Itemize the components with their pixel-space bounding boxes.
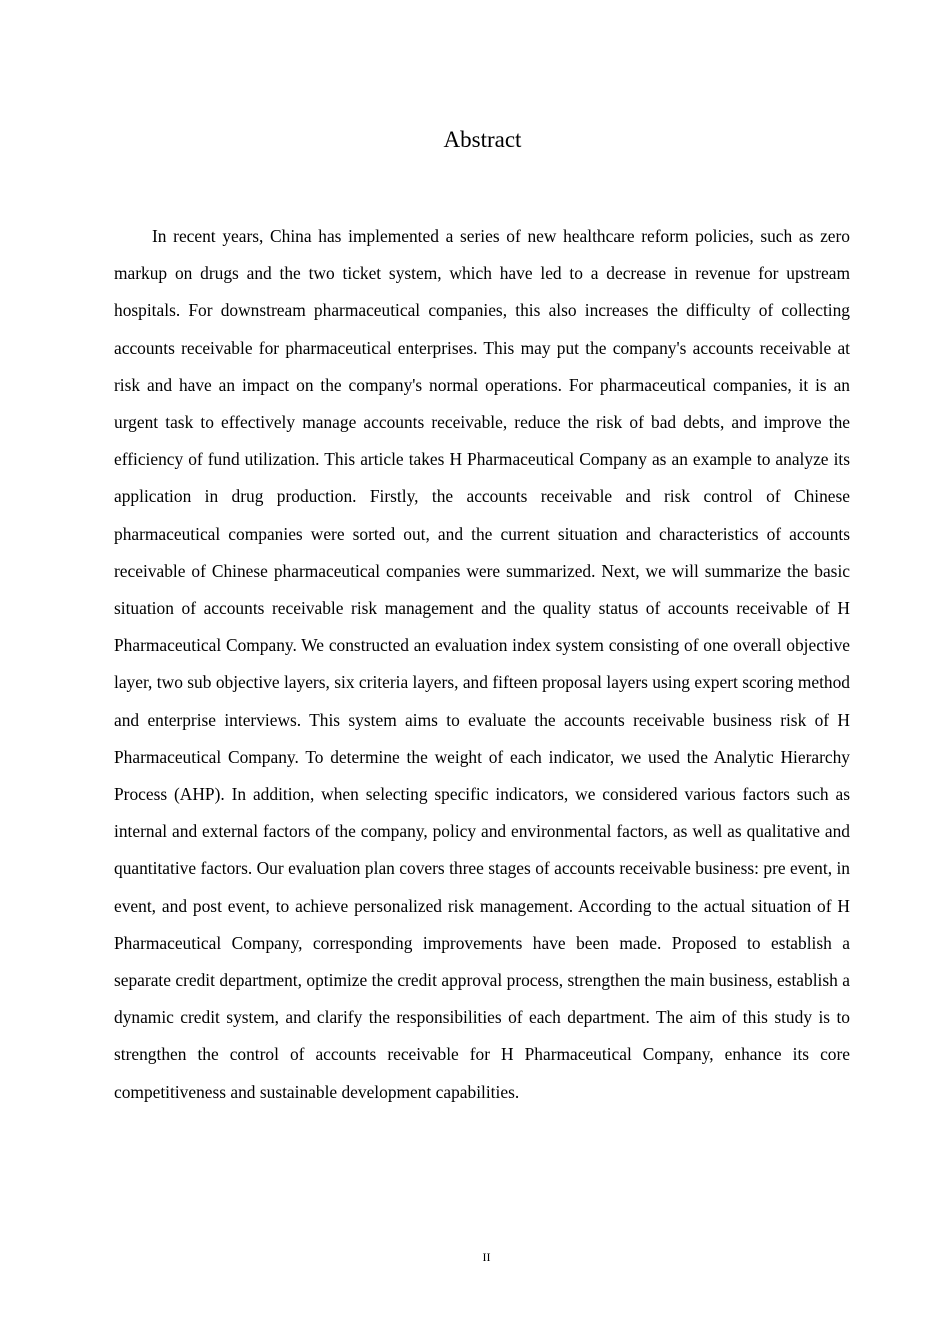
abstract-body: In recent years, China has implemented a series of new healthcare reform policies, such as zero markup on drugs and the two ticket system, which have led to a decrease in revenue for upstream hospitals. For downstream pharmaceutical companies, this also increases the difficulty of collecting accounts receivable for pharmaceutical enterprises. This may put the company's accounts receivable at risk and have an impact on the company's normal operations. For pharmaceutical companies, it is an urgent task to effectively manage accounts receivable, reduce the risk of bad debts, and improve the efficiency of fund utilization. This article takes H Pharmaceutical Company as an example to analyze its application in drug production. Firstly, the accounts receivable and risk control of Chinese pharmaceutical companies were sorted out, and the current situation and characteristics of accounts receivable of Chinese pharmaceutical companies were summarized. Next, we will summarize the basic situation of accounts receivable risk management and the quality status of accounts receivable of H Pharmaceutical Company. We constructed an evaluation index system consisting of one overall objective layer, two sub objective layers, six criteria layers, and fifteen proposal layers using expert scoring method and enterprise interviews. This system aims to evaluate the accounts receivable business risk of H Pharmaceutical Company. To determine the weight of each indicator, we used the Analytic Hierarchy Process (AHP). In addition, when selecting specific indicators, we considered various factors such as internal and external factors of the company, policy and environmental factors, as well as qualitative and quantitative factors. Our evaluation plan covers three stages of accounts receivable business: pre event, in event, and post event, to achieve personalized risk management. According to the actual situation of H Pharmaceutical Company, corresponding improvements have been made. Proposed to establish a separate credit department, optimize the credit approval process, strengthen the main business, establish a dynamic credit system, and clarify the responsibilities of each department. The aim of this study is to strengthen the control of accounts receivable for H Pharmaceutical Company, enhance its core competitiveness and sustainable development capabilities. xyxy=(114,226,850,1102)
abstract-title: Abstract xyxy=(443,127,522,152)
page-number: II xyxy=(482,1250,491,1264)
